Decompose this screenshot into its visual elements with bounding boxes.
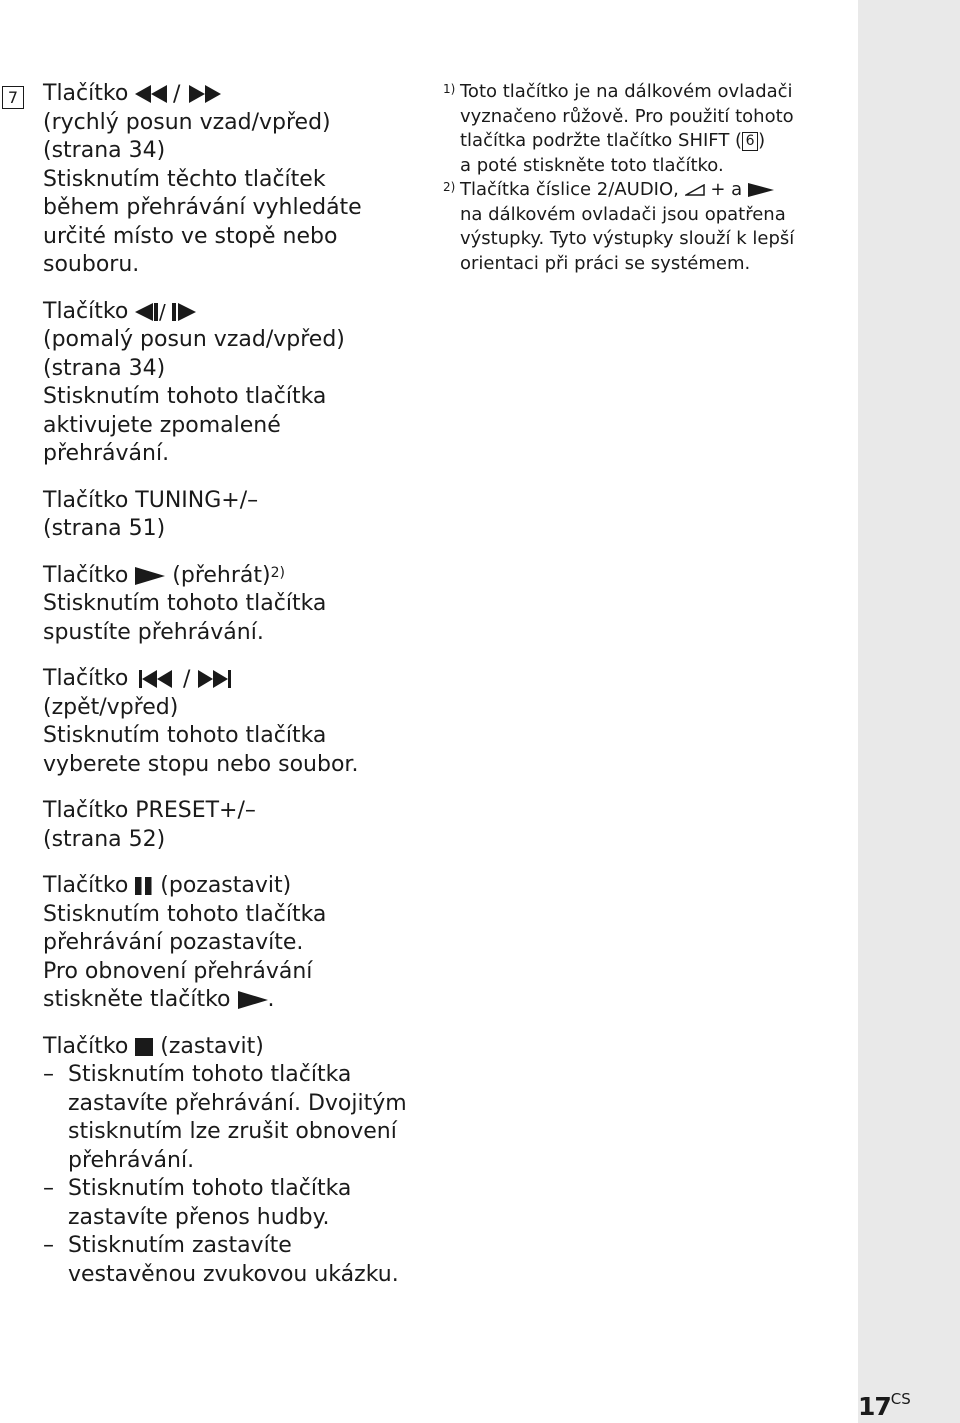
- number-box-6: 6: [742, 132, 758, 151]
- button-descriptions: [43, 80, 433, 1307]
- footnote-2: 2) Tlačítka číslice 2/AUDIO, + a na dálkovém ovladači jsou opatřena výstupky. Tyto výstupky slouží k lepší orientaci při práci se systémem.: [443, 178, 833, 276]
- section-pause: Tlačítko (pozastavit) Stisknutím tohoto tlačítka přehrávání pozastavíte. Pro obnovení přehrávání stiskněte tlačítko .: [43, 872, 433, 1015]
- slow-rewind-slow-forward-icon: [135, 302, 209, 322]
- rewind-fast-forward-icon: [135, 84, 229, 104]
- section-title: Tlačítko /: [43, 665, 433, 694]
- play-icon: [748, 183, 774, 197]
- item-number-box: 7: [2, 86, 24, 109]
- section-title: Tlačítko (přehrát)$^{2)}$: [43, 562, 285, 588]
- section-tuning: Tlačítko TUNING+/– (strana 51): [43, 487, 433, 544]
- volume-plus-icon: [685, 184, 705, 196]
- section-rewind-forward: Tlačítko / (rychlý posun vzad/vpřed) (strana 34) Stisknutím těchto tlačítek během přehrávání vyhledáte určité místo ve stopě nebo souboru.: [43, 80, 433, 280]
- list-item: – Stisknutím tohoto tlačítka zastavíte přenos hudby.: [43, 1175, 433, 1232]
- svg-text:/: /: [173, 84, 181, 104]
- list-item: – Stisknutím tohoto tlačítka zastavíte přehrávání. Dvojitým stisknutím lze zrušit obnovení přehrávání.: [43, 1061, 433, 1175]
- side-tab-bar: [858, 0, 960, 1423]
- play-icon: [135, 567, 165, 585]
- section-title: Tlačítko /: [43, 80, 433, 109]
- section-play: Tlačítko (přehrát)$^{2)}$ Stisknutím tohoto tlačítka spustíte přehrávání.: [43, 562, 433, 648]
- section-title: Tlačítko (zastavit): [43, 1033, 264, 1059]
- svg-text:/: /: [159, 301, 167, 322]
- footnote-1: 1) Toto tlačítko je na dálkovém ovladači vyznačeno růžově. Pro použití tohoto tlačítka podržte tlačítko SHIFT ( 6 ) a poté stiskněte toto tlačítko.: [443, 80, 833, 178]
- page-number: $17^{CS}$: [858, 1390, 911, 1421]
- list-item: – Stisknutím zastavíte vestavěnou zvukovou ukázku.: [43, 1232, 433, 1289]
- section-stop: [43, 1033, 433, 1290]
- section-title: Tlačítko TUNING+/–: [43, 487, 259, 513]
- stop-bullet-list: [43, 1061, 433, 1289]
- section-slow-rewind-forward: Tlačítko / (pomalý posun vzad/vpřed) (strana 34) Stisknutím tohoto tlačítka aktivujete zpomalené přehrávání.: [43, 298, 433, 469]
- footnote-mark: 2): [443, 180, 456, 194]
- section-preset: Tlačítko PRESET+/– (strana 52): [43, 797, 433, 854]
- section-title: Tlačítko /: [43, 298, 433, 327]
- play-icon: [238, 991, 268, 1009]
- section-title: Tlačítko PRESET+/–: [43, 798, 256, 823]
- pause-icon: [135, 877, 153, 895]
- section-title: Tlačítko (pozastavit): [43, 873, 292, 898]
- section-previous-next: Tlačítko / (zpět/vpřed) Stisknutím tohoto tlačítka vyberete stopu nebo soubor.: [43, 665, 433, 779]
- footnotes: [443, 80, 833, 276]
- svg-text:/: /: [183, 669, 191, 689]
- footnote-mark: 1): [443, 82, 456, 96]
- stop-icon: [135, 1038, 153, 1056]
- previous-next-icon: [135, 669, 247, 689]
